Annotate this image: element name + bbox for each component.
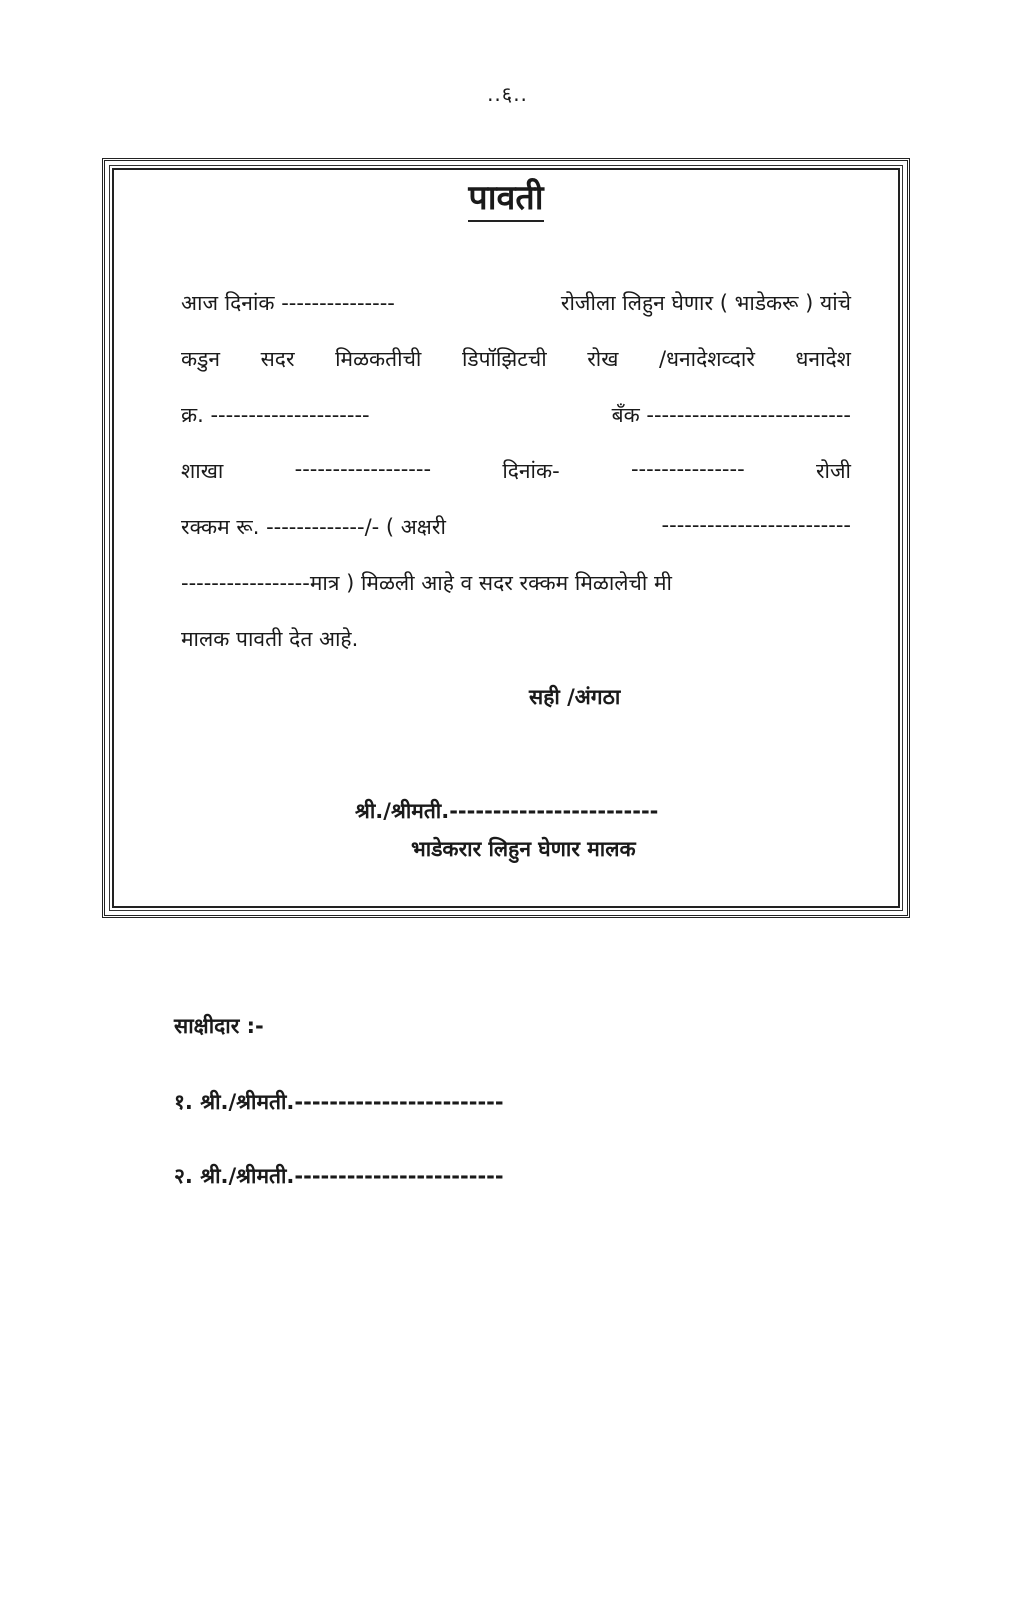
- witness-line-1: १. श्री./श्रीमती.------------------------: [174, 1090, 504, 1114]
- receipt-line-word: /धनादेशव्दारे: [659, 347, 755, 371]
- receipt-line-segment: रक्कम रू. -------------/- ( अक्षरी: [181, 515, 446, 539]
- receipt-line-segment: दिनांक-: [502, 459, 560, 483]
- receipt-line-6: [181, 569, 851, 597]
- receipt-line-segment: -------------------------: [661, 513, 851, 537]
- receipt-line-segment: ------------------: [294, 457, 432, 481]
- receipt-line-word: कडुन: [181, 347, 221, 371]
- receipt-line-word: सदर: [260, 347, 295, 371]
- receipt-line-7: [181, 625, 851, 653]
- receipt-line-2: [181, 345, 851, 373]
- witness-line-2: २. श्री./श्रीमती.------------------------: [174, 1164, 504, 1188]
- receipt-line-segment: क्र. ---------------------: [181, 403, 370, 427]
- receipt-line-segment: ---------------: [630, 457, 745, 481]
- signature-label: सही /अंगठा: [529, 685, 621, 709]
- receipt-line-segment: बँक ---------------------------: [611, 403, 851, 427]
- receipt-line-segment: रोजीला लिहुन घेणार ( भाडेकरू ) यांचे: [560, 291, 851, 315]
- receipt-line-1: [181, 289, 851, 317]
- receipt-line-5: [181, 513, 851, 541]
- receipt-line-segment: मालक पावती देत आहे.: [181, 627, 359, 651]
- receipt-line-3: [181, 401, 851, 429]
- page-number: ..६..: [487, 82, 528, 106]
- receipt-title: [105, 173, 907, 219]
- receipt-line-word: डिपॉझिटची: [461, 347, 547, 371]
- owner-role: भाडेकरार लिहुन घेणार मालक: [411, 837, 636, 861]
- receipt-box: [102, 158, 910, 918]
- owner-name-line: श्री./श्रीमती.------------------------: [355, 799, 659, 823]
- receipt-line-word: मिळकतीची: [335, 347, 422, 371]
- receipt-title-text: पावती: [468, 178, 543, 222]
- receipt-line-segment: -----------------मात्र ) मिळली आहे व सदर रक्कम मिळालेची मी: [181, 571, 672, 595]
- receipt-line-segment: शाखा: [181, 459, 224, 483]
- witness-heading: साक्षीदार :-: [174, 1014, 264, 1038]
- receipt-line-segment: रोजी: [815, 459, 851, 483]
- receipt-line-word: धनादेश: [795, 347, 851, 371]
- receipt-line-segment: आज दिनांक ---------------: [181, 291, 395, 315]
- receipt-line-word: रोख: [587, 347, 619, 371]
- receipt-line-4: [181, 457, 851, 485]
